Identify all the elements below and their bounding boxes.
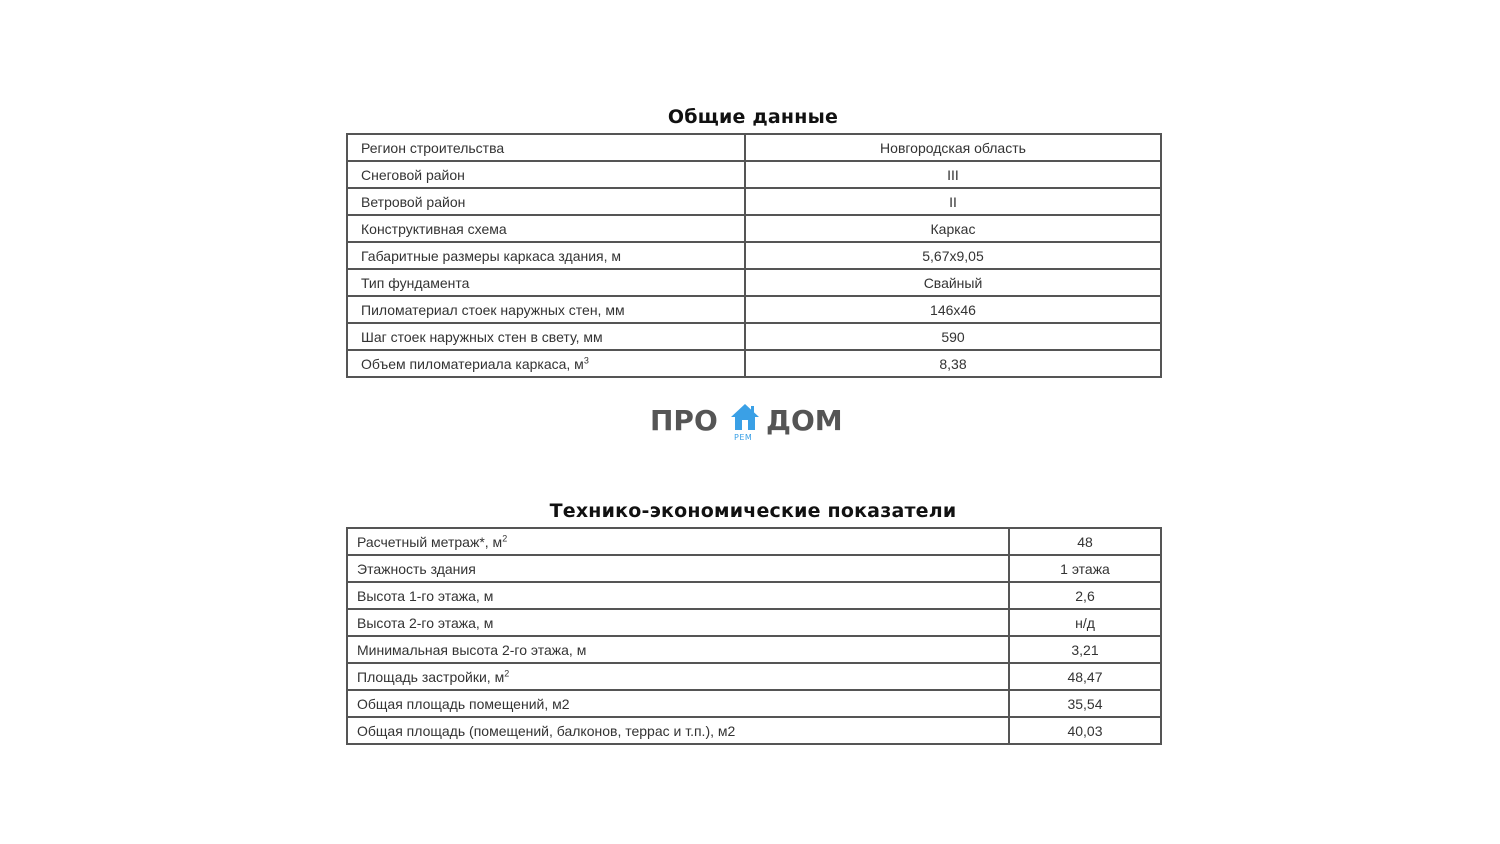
row-label [347, 134, 745, 161]
table-row [347, 582, 1161, 609]
row-label [347, 296, 745, 323]
row-label-text: Габаритные размеры каркаса здания, м [361, 247, 622, 264]
row-label [347, 555, 1009, 582]
table-row [347, 161, 1161, 188]
row-label-text: Объем пиломатериала каркаса, м [361, 355, 584, 372]
row-label-text: Пиломатериал стоек наружных стен, мм [361, 301, 625, 318]
table-row [347, 269, 1161, 296]
table-row [347, 717, 1161, 744]
row-value: 5,67х9,05 [745, 242, 1161, 269]
row-value: 8,38 [745, 350, 1161, 377]
row-label-text: Расчетный метраж*, м [357, 533, 503, 550]
row-value: 590 [745, 323, 1161, 350]
row-label [347, 609, 1009, 636]
row-value: н/д [1009, 609, 1161, 636]
row-value: 40,03 [1009, 717, 1161, 744]
table-row [347, 242, 1161, 269]
row-label [347, 323, 745, 350]
row-label-text: Высота 1-го этажа, м [357, 587, 494, 604]
row-value: 48 [1009, 528, 1161, 555]
table-row [347, 690, 1161, 717]
table-row [347, 296, 1161, 323]
general-data-title: Общие данные [667, 106, 839, 128]
row-label-text: Высота 2-го этажа, м [357, 614, 494, 631]
table-row [347, 609, 1161, 636]
unit-superscript: 2 [504, 667, 510, 678]
row-value: 1 этажа [1009, 555, 1161, 582]
row-label-text: Конструктивная схема [361, 220, 507, 237]
table-row [347, 134, 1161, 161]
row-label [347, 269, 745, 296]
table-row [347, 663, 1161, 690]
row-value: 2,6 [1009, 582, 1161, 609]
table-row [347, 188, 1161, 215]
row-label-text: Площадь застройки, м [357, 668, 505, 685]
row-label-text: Минимальная высота 2-го этажа, м [357, 641, 587, 658]
row-value: 3,21 [1009, 636, 1161, 663]
unit-superscript: 2 [502, 532, 508, 543]
row-label-text: Общая площадь (помещений, балконов, террас и т.п.), м2 [357, 722, 736, 739]
logo-subtext: РЕМ [734, 433, 753, 442]
row-value: Каркас [745, 215, 1161, 242]
unit-superscript: 3 [583, 354, 589, 365]
logo-word-pro: ПРО [650, 404, 718, 437]
row-label [347, 690, 1009, 717]
row-value: II [745, 188, 1161, 215]
house-icon [730, 402, 760, 432]
row-label [347, 717, 1009, 744]
table-row [347, 323, 1161, 350]
row-value: 146х46 [745, 296, 1161, 323]
tech-economic-table [346, 527, 1162, 745]
row-label [347, 242, 745, 269]
table-row [347, 555, 1161, 582]
row-label-text: Общая площадь помещений, м2 [357, 695, 570, 712]
row-label [347, 188, 745, 215]
table-row [347, 215, 1161, 242]
general-data-table [346, 133, 1162, 378]
row-label-text: Регион строительства [361, 139, 505, 156]
table-row [347, 636, 1161, 663]
row-value: Свайный [745, 269, 1161, 296]
logo-word-dom: ДОМ [766, 404, 843, 437]
row-value: Новгородская область [745, 134, 1161, 161]
row-label-text: Этажность здания [357, 560, 476, 577]
row-label [347, 215, 745, 242]
row-value: III [745, 161, 1161, 188]
row-label-text: Ветровой район [361, 193, 466, 210]
row-value: 48,47 [1009, 663, 1161, 690]
prodom-logo [650, 402, 850, 442]
row-label [347, 528, 1009, 555]
row-label [347, 350, 745, 377]
row-label-text: Тип фундамента [361, 274, 470, 291]
row-label-text: Снеговой район [361, 166, 465, 183]
row-label [347, 161, 745, 188]
row-label-text: Шаг стоек наружных стен в свету, мм [361, 328, 603, 345]
tech-economic-title: Технико-экономические показатели [549, 500, 957, 522]
table-row [347, 528, 1161, 555]
row-value: 35,54 [1009, 690, 1161, 717]
row-label [347, 663, 1009, 690]
table-row [347, 350, 1161, 377]
row-label [347, 582, 1009, 609]
row-label [347, 636, 1009, 663]
